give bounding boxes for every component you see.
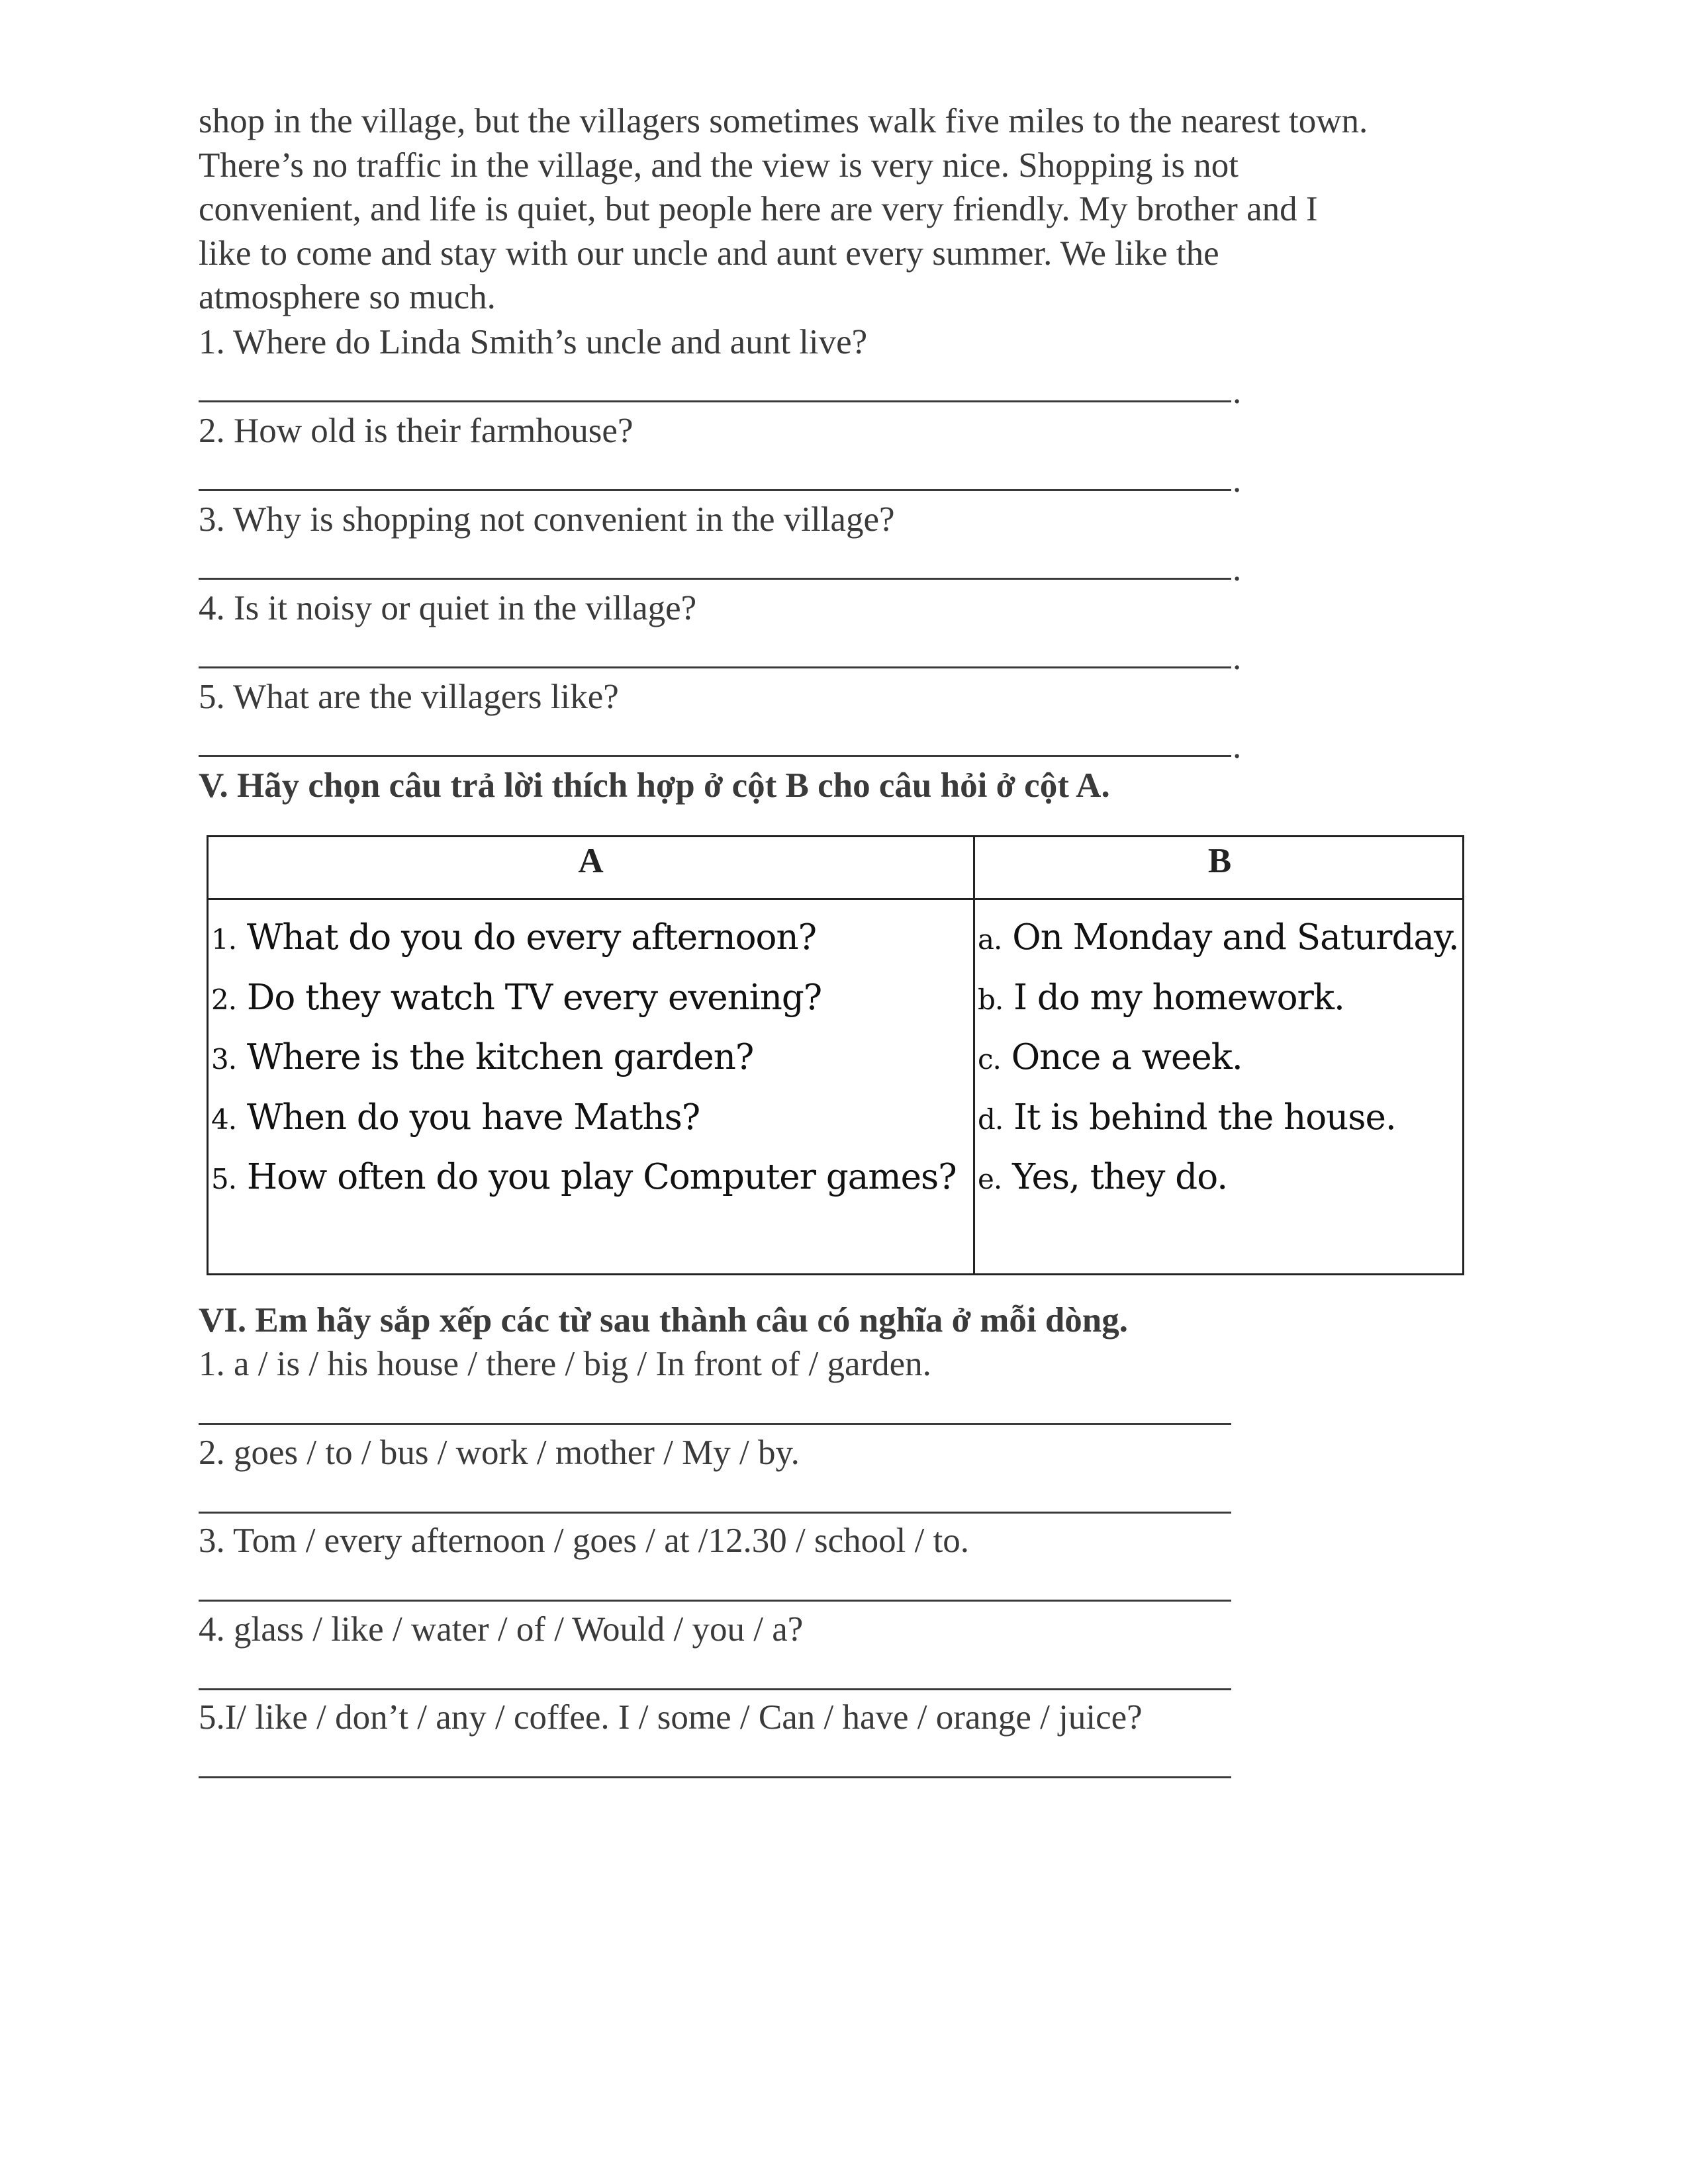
passage-line: atmosphere so much. [199, 278, 496, 316]
column-a-questions [211, 909, 957, 1208]
item-marker: 4. [211, 1103, 237, 1136]
item-marker: 2. [211, 983, 237, 1016]
item-text: Where is the kitchen garden? [236, 1037, 754, 1077]
matching-table [207, 835, 1464, 1275]
item-marker: c. [978, 1043, 1001, 1075]
reorder-item-1: 1. a / is / his house / there / big / In front of / garden. [199, 1345, 931, 1383]
section-6-heading: VI. Em hãy sắp xếp các từ sau thành câu có nghĩa ở mỗi dòng. [199, 1301, 1129, 1340]
reorder-item-2: 2. goes / to / bus / work / mother / My / by. [199, 1433, 800, 1472]
column-a-header: A [578, 842, 604, 880]
item-text: On Monday and Saturday. [1002, 917, 1459, 958]
answer-end-mark: . [1233, 461, 1242, 500]
answer-line-reorder-5[interactable] [199, 1776, 1231, 1778]
item-text: Do they watch TV every evening? [236, 977, 822, 1018]
answer-end-mark: . [1233, 639, 1242, 677]
item-text: I do my homework. [1003, 977, 1344, 1018]
answer-end-mark: . [1233, 373, 1242, 411]
table-row-a [211, 969, 957, 1029]
table-row-b [978, 909, 1459, 969]
question-2: 2. How old is their farmhouse? [199, 412, 633, 450]
question-4: 4. Is it noisy or quiet in the village? [199, 589, 697, 627]
item-text: Yes, they do. [1002, 1157, 1228, 1197]
answer-line-4[interactable] [199, 666, 1231, 668]
reorder-item-4: 4. glass / like / water / of / Would / you / a? [199, 1610, 804, 1649]
answer-line-3[interactable] [199, 578, 1231, 580]
answer-line-1[interactable] [199, 400, 1231, 402]
answer-line-5[interactable] [199, 755, 1231, 757]
answer-end-mark: . [1233, 550, 1242, 588]
question-1: 1. Where do Linda Smith’s uncle and aunt live? [199, 323, 868, 361]
table-row-b [978, 1148, 1459, 1208]
reading-passage [199, 99, 1509, 320]
passage-line: like to come and stay with our uncle and aunt every summer. We like the [199, 234, 1219, 273]
reorder-item-5: 5.I/ like / don’t / any / coffee. I / some / Can / have / orange / juice? [199, 1698, 1143, 1737]
item-marker: 5. [211, 1163, 237, 1195]
answer-line-reorder-1[interactable] [199, 1423, 1231, 1425]
item-text: Once a week. [1000, 1037, 1243, 1077]
answer-line-reorder-2[interactable] [199, 1512, 1231, 1514]
table-row-a [211, 1089, 957, 1149]
passage-line: There’s no traffic in the village, and the view is very nice. Shopping is not [199, 146, 1239, 185]
question-3: 3. Why is shopping not convenient in the village? [199, 500, 895, 539]
item-text: What do you do every afternoon? [236, 917, 816, 958]
table-row-b [978, 1028, 1459, 1089]
answer-line-2[interactable] [199, 489, 1231, 491]
item-marker: 3. [211, 1043, 237, 1075]
answer-line-reorder-3[interactable] [199, 1600, 1231, 1602]
answer-end-mark: . [1233, 727, 1242, 766]
item-marker: e. [978, 1163, 1002, 1195]
answer-line-reorder-4[interactable] [199, 1688, 1231, 1690]
question-5: 5. What are the villagers like? [199, 678, 619, 716]
header-divider [209, 898, 1462, 900]
item-marker: b. [978, 983, 1004, 1016]
column-divider [973, 837, 975, 1273]
item-text: It is behind the house. [1003, 1097, 1396, 1138]
section-5-heading: V. Hãy chọn câu trả lời thích hợp ở cột B cho câu hỏi ở cột A. [199, 766, 1110, 805]
column-b-answers [978, 909, 1459, 1208]
table-row-a [211, 1148, 957, 1208]
column-b-header: B [1207, 842, 1232, 880]
passage-line: convenient, and life is quiet, but people here are very friendly. My brother and I [199, 190, 1318, 228]
reorder-item-3: 3. Tom / every afternoon / goes / at /12.30 / school / to. [199, 1522, 970, 1560]
table-row-b [978, 969, 1459, 1029]
item-text: When do you have Maths? [236, 1097, 700, 1138]
passage-line: shop in the village, but the villagers sometimes walk five miles to the nearest town. [199, 102, 1368, 140]
item-marker: a. [978, 923, 1002, 956]
item-text: How often do you play Computer games? [236, 1157, 957, 1197]
item-marker: d. [978, 1103, 1004, 1136]
table-row-b [978, 1089, 1459, 1149]
table-row-a [211, 909, 957, 969]
item-marker: 1. [211, 923, 237, 956]
table-row-a [211, 1028, 957, 1089]
